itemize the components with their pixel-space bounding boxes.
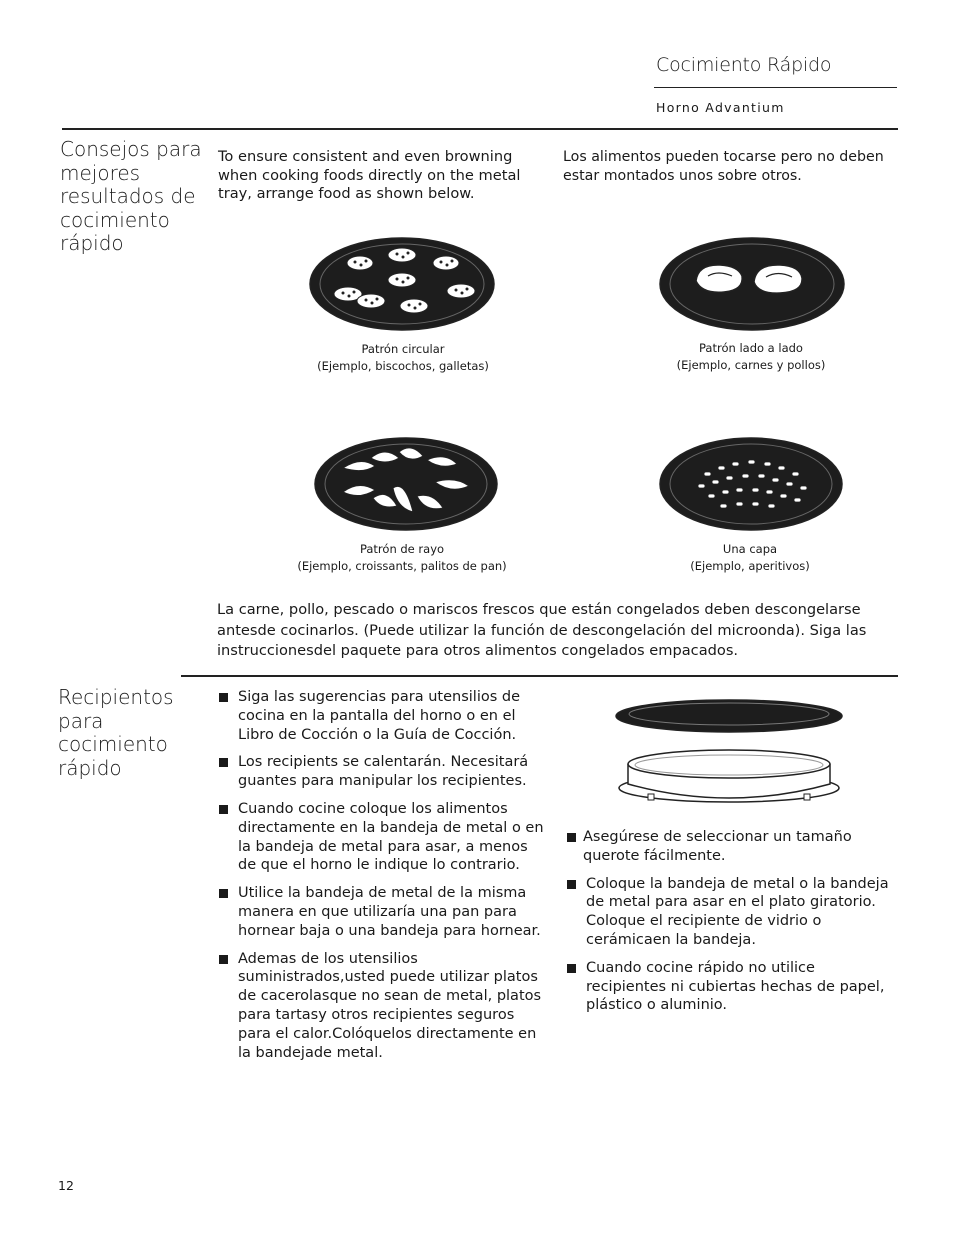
- bullet-square-icon: [219, 805, 228, 814]
- list-item: [566, 959, 898, 1015]
- bullet-square-icon: [219, 955, 228, 964]
- bullet-list-right: [566, 828, 898, 1024]
- list-item: [218, 753, 550, 791]
- list-item: [566, 828, 898, 866]
- spoke-pattern-tray-icon: [313, 436, 499, 532]
- list-item: [218, 688, 550, 744]
- list-item: [218, 950, 550, 1063]
- list-item-text: Los recipients se calentarán. Necesitará guantes para manipular los recipientes.: [238, 754, 529, 790]
- section-divider-top: [62, 128, 898, 130]
- list-item: [218, 884, 550, 940]
- list-item: [566, 875, 898, 950]
- caption-title: Patrón lado a lado: [699, 341, 803, 355]
- list-item-text: Utilice la bandeja de metal de la misma manera en que utilizaría una pan para hornear baja o una bandeja para hornear.: [238, 885, 541, 939]
- list-item: [218, 800, 550, 875]
- section2-title: Recipientos para cocimiento rápido: [58, 685, 174, 780]
- section1-paragraph: La carne, pollo, pescado o mariscos frescos que están congelados deben descongelarse antesde cocinarlos. (Puede utilizar la función de descongelación del microonda). Siga las instruccionesdel paquete para otros alimentos congelados empacados.: [217, 601, 867, 659]
- bullet-square-icon: [567, 964, 576, 973]
- bullet-square-icon: [219, 758, 228, 767]
- figure-caption: [282, 541, 522, 575]
- figure-caption: [283, 341, 523, 375]
- bullet-square-icon: [219, 693, 228, 702]
- bullet-square-icon: [567, 880, 576, 889]
- section-divider-middle: [181, 675, 898, 677]
- page-number: 12: [58, 1178, 74, 1193]
- list-item-text: Coloque la bandeja de metal o la bandeja de metal para asar en el plato giratorio. Coloque el recipiente de vidrio o cerámicaen la bandeja.: [586, 875, 889, 948]
- circular-pattern-tray-icon: [308, 236, 496, 332]
- caption-title: Patrón de rayo: [359, 542, 445, 556]
- header-divider: [654, 87, 897, 88]
- bullet-square-icon: [219, 889, 228, 898]
- section1-title: Consejos para mejores resultados de cocimiento rápido: [60, 137, 202, 255]
- bullet-list-left: [218, 688, 550, 1071]
- tray-and-turntable-icon: [614, 694, 846, 810]
- list-item-text: Cuando cocine rápido no utilice recipientes ni cubiertas hechas de papel, plástico o aluminio.: [586, 959, 885, 1014]
- caption-example: (Ejemplo, biscochos, galletas): [317, 359, 489, 373]
- single-layer-tray-icon: [658, 436, 844, 532]
- side-by-side-pattern-tray-icon: [658, 236, 846, 332]
- list-item-text: Asegúrese de seleccionar un tamaño querote fácilmente.: [583, 829, 852, 864]
- page-subtitle: Horno Advantium: [656, 100, 785, 115]
- caption-title: Patrón circular: [361, 342, 445, 356]
- caption-example: (Ejemplo, carnes y pollos): [676, 358, 826, 372]
- figure-caption: [630, 541, 870, 575]
- caption-title: Una capa: [722, 542, 778, 556]
- page-title: Cocimiento Rápido: [656, 54, 832, 76]
- bullet-square-icon: [567, 833, 576, 842]
- section1-intro-right: Los alimentos pueden tocarse pero no deben estar montados unos sobre otros.: [563, 149, 884, 184]
- figure-caption: [631, 340, 871, 374]
- list-item-text: Ademas de los utensilios suministrados,usted puede utilizar platos de cacerolasque no sean de metal, platos para tartasy otros recipientes seguros para el calor.Colóquelos directamente en la bandejade metal.: [238, 950, 542, 1061]
- list-item-text: Cuando cocine coloque los alimentos directamente en la bandeja de metal o en la bandeja de metal para asar, a menos de que el horno le indique lo contrario.: [238, 800, 544, 874]
- caption-example: (Ejemplo, croissants, palitos de pan): [297, 559, 507, 573]
- caption-example: (Ejemplo, aperitivos): [690, 559, 810, 573]
- list-item-text: Siga las sugerencias para utensilios de cocina en la pantalla del horno o en el Libro de Cocción o la Guía de Cocción.: [238, 689, 521, 743]
- section1-intro-left: To ensure consistent and even browning when cooking foods directly on the metal tray, arrange food as shown below.: [218, 148, 521, 202]
